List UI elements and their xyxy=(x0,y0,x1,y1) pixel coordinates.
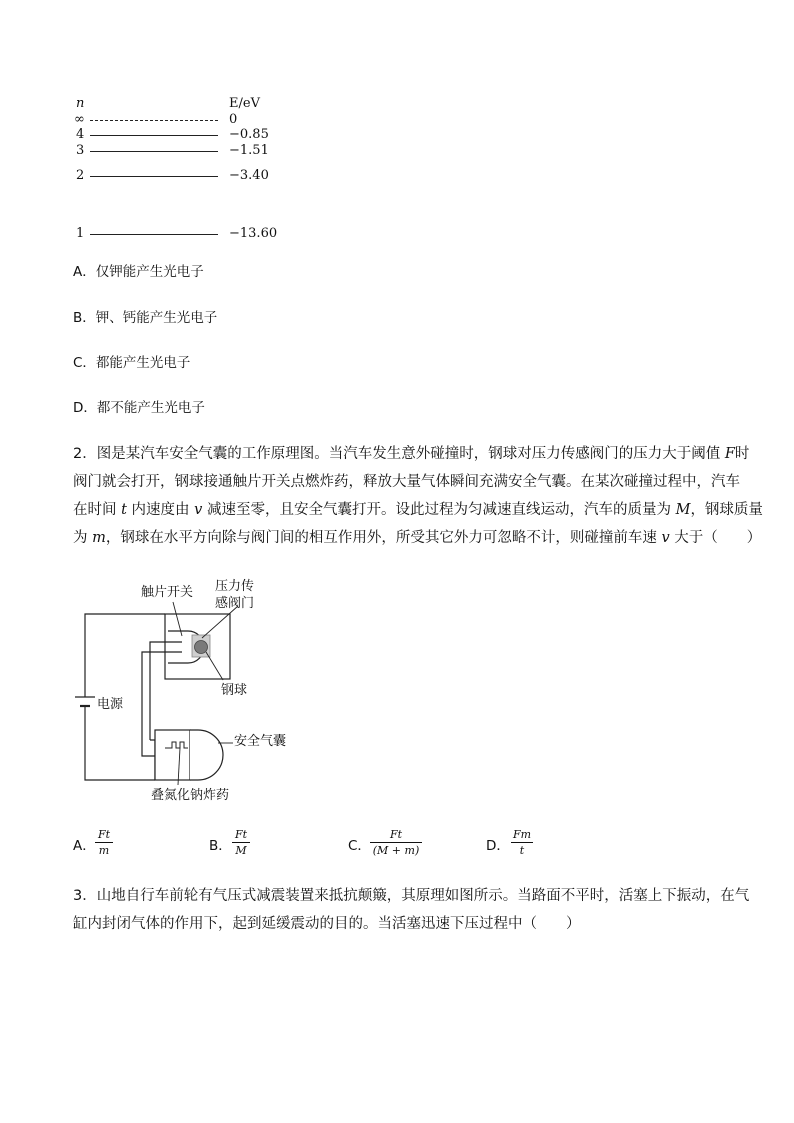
q2-line-1 xyxy=(73,440,750,468)
q1-option-b[interactable] xyxy=(73,309,217,327)
ball-label: 钢球 xyxy=(221,683,248,698)
power-label: 电源 xyxy=(97,697,124,712)
n-axis-header: n xyxy=(76,96,85,111)
fraction-denominator: M xyxy=(235,844,247,857)
option-letter: D． xyxy=(486,838,510,854)
level-line-infinity xyxy=(90,120,218,121)
q2-text: 内速度由 xyxy=(126,502,195,518)
airbag-label: 安全气囊 xyxy=(234,734,287,749)
q2-text: 2．图是某汽车安全气囊的工作原理图。当汽车发生意外碰撞时，钢球对压力传感阀门的压力大于阈值 xyxy=(73,446,725,462)
sensor-label-line-1: 压力传 xyxy=(215,579,255,594)
option-letter: D． xyxy=(73,400,97,416)
level-e-1: −13.60 xyxy=(229,226,278,241)
level-line-1 xyxy=(90,234,218,235)
fraction-denominator: t xyxy=(519,844,525,857)
fraction-denominator: m xyxy=(98,844,110,857)
option-letter: C． xyxy=(348,838,371,854)
q2-variable: v xyxy=(661,530,670,546)
q2-option-b[interactable] xyxy=(209,826,329,862)
level-n-3: 3 xyxy=(76,143,85,158)
fraction-bar xyxy=(232,842,250,843)
option-text: 钾、钙能产生光电子 xyxy=(95,310,218,326)
fraction-numerator: Ft xyxy=(234,828,248,841)
q2-option-c[interactable] xyxy=(348,826,468,862)
airbag-shape xyxy=(190,730,223,780)
sensor-label-line-2: 感阀门 xyxy=(215,596,255,611)
explosive-label: 叠氮化钠炸药 xyxy=(151,788,230,803)
q2-variable: M xyxy=(675,502,691,518)
q2-variable: F xyxy=(724,446,735,462)
q2-text: 为 xyxy=(73,530,93,546)
option-letter: B． xyxy=(209,838,232,854)
level-n-2: 2 xyxy=(76,168,85,183)
q2-line-4 xyxy=(73,524,762,552)
energy-axis-header: E/eV xyxy=(229,96,260,111)
q2-option-d[interactable] xyxy=(486,826,606,862)
option-fraction xyxy=(511,828,533,857)
level-n-1: 1 xyxy=(76,226,85,241)
q2-text: 时 xyxy=(734,446,750,462)
fraction-bar xyxy=(511,842,533,843)
fraction-numerator: Ft xyxy=(389,828,403,841)
q2-variable: m xyxy=(92,530,106,546)
steel-ball xyxy=(195,641,208,654)
level-n-infinity: ∞ xyxy=(74,112,85,127)
level-e-2: −3.40 xyxy=(229,168,269,183)
q2-line-3 xyxy=(73,496,763,524)
option-letter: B． xyxy=(73,310,96,326)
level-n-4: 4 xyxy=(76,127,85,142)
option-text: 都能产生光电子 xyxy=(95,355,191,371)
option-text: 都不能产生光电子 xyxy=(96,400,205,416)
fraction-numerator: Ft xyxy=(97,828,111,841)
igniter-box xyxy=(155,730,190,780)
fraction-bar xyxy=(95,842,113,843)
q2-text: 大于（ ） xyxy=(669,530,762,546)
q2-text: 在时间 xyxy=(73,502,122,518)
option-fraction xyxy=(95,828,113,857)
level-line-2 xyxy=(90,176,218,177)
circuit-drawing xyxy=(70,580,330,810)
q2-text: ，钢球质量 xyxy=(690,502,763,518)
option-text: 仅钾能产生光电子 xyxy=(95,264,204,280)
q2-variable: v xyxy=(194,502,203,518)
q2-text: 阀门就会打开，钢球接通触片开关点燃炸药，释放大量气体瞬间充满安全气囊。在某次碰撞过程中，汽车 xyxy=(73,474,740,490)
level-e-infinity: 0 xyxy=(229,112,238,127)
q3-line-1: 3．山地自行车前轮有气压式减震装置来抵抗颠簸，其原理如图所示。当路面不平时，活塞上下振动，在气 xyxy=(73,888,750,904)
option-fraction xyxy=(232,828,250,857)
question-3-stem xyxy=(73,882,750,938)
level-line-4 xyxy=(90,135,218,136)
q2-text: ，钢球在水平方向除与阀门间的相互作用外，所受其它外力可忽略不计，则碰撞前车速 xyxy=(105,530,662,546)
fraction-numerator: Fm xyxy=(512,828,532,841)
fraction-denominator: (M + m) xyxy=(372,844,420,857)
q2-line-2 xyxy=(73,468,740,496)
q3-line-2: 缸内封闭气体的作用下，起到延缓震动的目的。当活塞迅速下压过程中（ ） xyxy=(73,916,581,932)
q1-option-a[interactable] xyxy=(73,263,204,281)
option-letter: C． xyxy=(73,355,96,371)
option-fraction xyxy=(370,828,422,857)
switch-label: 触片开关 xyxy=(141,585,194,600)
option-letter: A． xyxy=(73,264,96,280)
q2-option-a[interactable] xyxy=(73,826,193,862)
question-2-stem xyxy=(73,440,763,552)
level-e-3: −1.51 xyxy=(229,143,269,158)
fraction-bar xyxy=(370,842,422,843)
q1-option-d[interactable] xyxy=(73,399,205,417)
level-line-3 xyxy=(90,151,218,152)
q2-text: 减速至零，且安全气囊打开。设此过程为匀减速直线运动，汽车的质量为 xyxy=(202,502,676,518)
option-letter: A． xyxy=(73,838,96,854)
q1-option-c[interactable] xyxy=(73,354,190,372)
level-e-4: −0.85 xyxy=(229,127,269,142)
q2-variable: t xyxy=(121,502,127,518)
